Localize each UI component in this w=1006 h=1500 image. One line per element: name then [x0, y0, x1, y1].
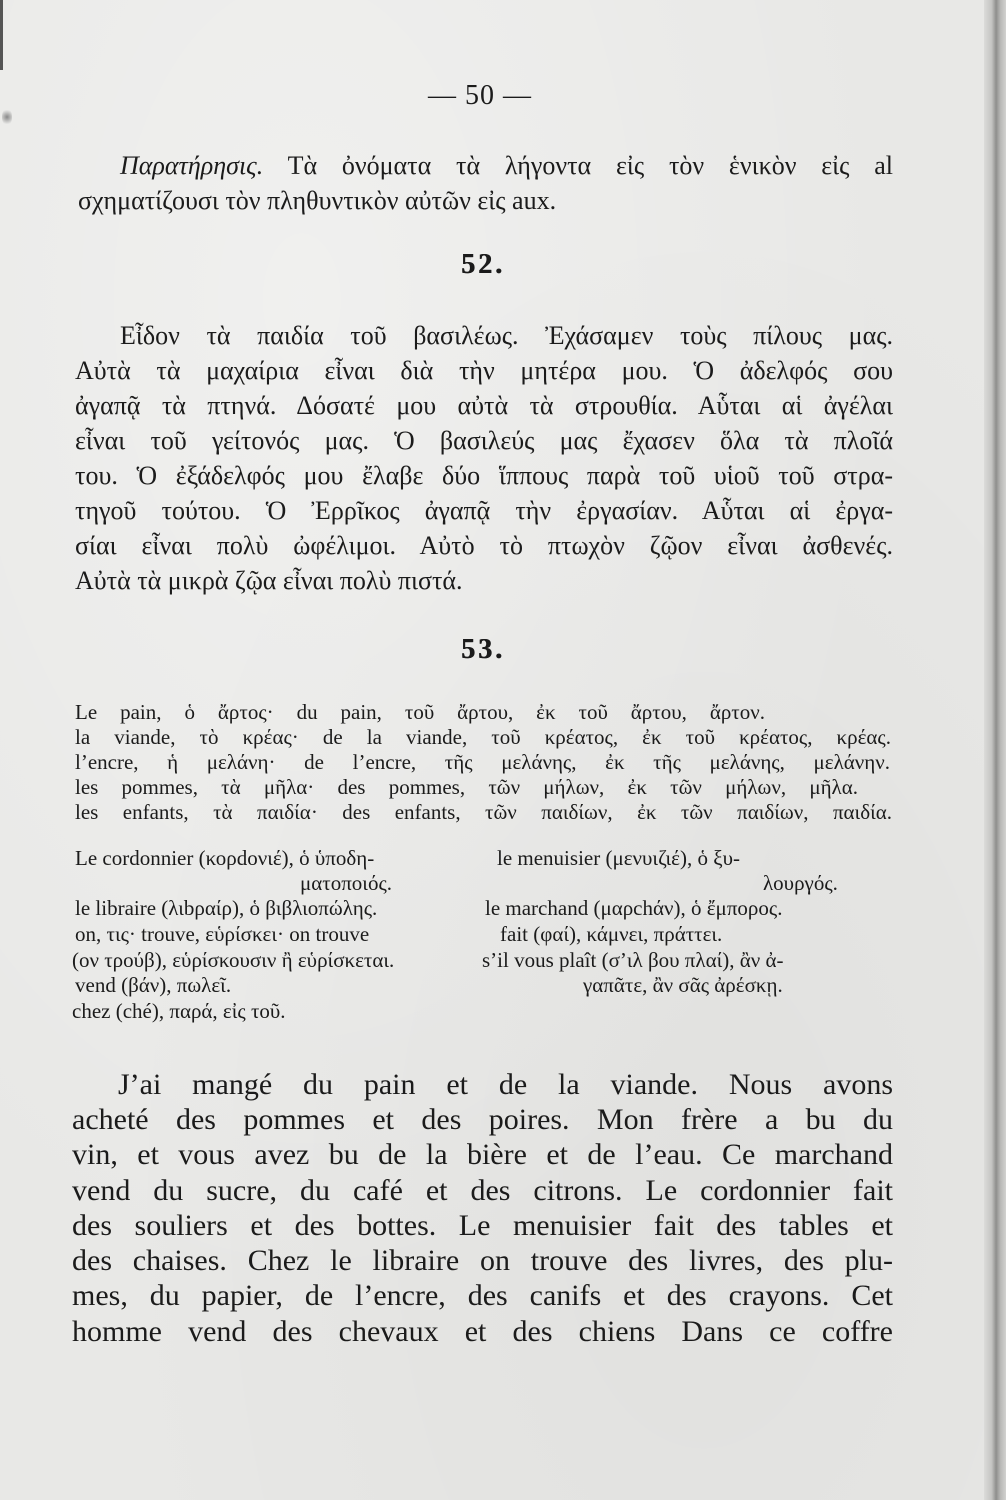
note-line-2: σχηματίζουσι τὸν πληθυντικὸν αὐτῶν εἰς aux.: [78, 186, 557, 215]
exercise-52-line: Αὐτὰ τὰ μικρὰ ζῷα εἶναι πολὺ πιστά.: [75, 566, 463, 595]
french-text-line: des souliers et des bottes. Le menuisier fait des tables et: [72, 1209, 893, 1242]
glossary-right: le menuisier (μενυιζιέ), ὁ ξυ-: [497, 846, 740, 870]
glossary-right: le marchand (μαρchάν), ὁ ἔμπορος.: [485, 896, 783, 920]
glossary-left: chez (ché), παρά, εἰς τοῦ.: [72, 999, 286, 1023]
exercise-52-line: Αὐτὰ τὰ μαχαίρια εἶναι διὰ τὴν μητέρα μου. Ὁ ἀδελφός σου: [75, 356, 893, 385]
vocabulary-line: les pommes, τὰ μῆλα· des pommes, τῶν μήλων, ἐκ τῶν μήλων, μῆλα.: [75, 775, 858, 799]
exercise-52-line: τηγοῦ τούτου. Ὁ Ἐρρῖκος ἀγαπᾷ τὴν ἐργασίαν. Αὗται αἱ ἐργα-: [75, 496, 893, 525]
glossary-left: le libraire (λιbραίρ), ὁ βιβλιοπώλης.: [75, 896, 378, 920]
glossary-left: ματοποιός.: [300, 871, 393, 895]
french-text-line: J’ai mangé du pain et de la viande. Nous avons: [118, 1068, 893, 1101]
french-text-line: acheté des pommes et des poires. Mon frère a bu du: [72, 1103, 893, 1136]
exercise-52-line: του. Ὁ ἐξάδελφός μου ἔλαβε δύο ἵππους παρὰ τοῦ υἱοῦ τοῦ στρα-: [75, 461, 893, 490]
glossary-left: Le cordonnier (κορdονιέ), ὁ ὑποδη-: [75, 846, 375, 870]
page-number: — 50 —: [428, 80, 532, 111]
scan-edge-left: [0, 0, 3, 70]
glossary-left: vend (βάν), πωλεῖ.: [75, 973, 232, 997]
glossary-right: fait (φαί), κάμνει, πράττει.: [500, 922, 723, 946]
note-text: Τὰ ὀνόματα τὰ λήγοντα εἰς τὸν ἑνικὸν εἰς al: [287, 151, 894, 180]
exercise-52-line: σίαι εἶναι πολὺ ὠφέλιμοι. Αὐτὸ τὸ πτωχὸν ζῷον εἶναι ἀσθενές.: [75, 531, 893, 560]
exercise-52-number: 52.: [461, 249, 505, 280]
exercise-53-number: 53.: [461, 634, 505, 665]
glossary-right: γαπᾶτε, ἂν σᾶς ἀρέσκῃ.: [583, 973, 783, 997]
vocabulary-line: les enfants, τὰ παιδία· des enfants, τῶν παιδίων, ἐκ τῶν παιδίων, παιδία.: [75, 800, 892, 824]
scan-speck: [2, 108, 12, 126]
exercise-52-line: εἶναι τοῦ γείτονός μας. Ὁ βασιλεύς μας ἔχασεν ὅλα τὰ πλοῖά: [75, 426, 893, 455]
scan-edge-right: [984, 0, 1006, 1500]
note-label: Παρατήρησις.: [120, 151, 264, 180]
exercise-52-line: ἀγαπᾷ τὰ πτηνά. Δόσατέ μου αὐτὰ τὰ στρουθία. Αὗται αἱ ἀγέλαι: [75, 391, 893, 420]
french-text-line: des chaises. Chez le libraire on trouve des livres, des plu-: [72, 1244, 893, 1277]
note-line-1: [120, 148, 893, 183]
glossary-right: s’il vous plaît (σ’ιλ βου πλαί), ἂν ἀ-: [482, 948, 784, 972]
exercise-52-line: Εἶδον τὰ παιδία τοῦ βασιλέως. Ἐχάσαμεν τοὺς πίλους μας.: [120, 321, 893, 350]
french-text-line: vin, et vous avez bu de la bière et de l’eau. Ce marchand: [72, 1138, 893, 1171]
vocabulary-line: Le pain, ὁ ἄρτος· du pain, τοῦ ἄρτου, ἐκ τοῦ ἄρτου, ἄρτον.: [75, 700, 765, 724]
french-text-line: mes, du papier, de l’encre, des canifs et des crayons. Cet: [72, 1279, 893, 1312]
glossary-left: (ον τρούβ), εὑρίσκουσιν ἢ εὑρίσκεται.: [72, 948, 395, 972]
glossary-left: on, τις· trouve, εὑρίσκει· on trouve: [75, 922, 370, 946]
french-text-line: homme vend des chevaux et des chiens Dans ce coffre: [72, 1315, 893, 1348]
french-text-line: vend du sucre, du café et des citrons. Le cordonnier fait: [72, 1174, 893, 1207]
vocabulary-line: l’encre, ἡ μελάνη· de l’encre, τῆς μελάνης, ἐκ τῆς μελάνης, μελάνην.: [75, 750, 890, 774]
vocabulary-line: la viande, τὸ κρέας· de la viande, τοῦ κρέατος, ἐκ τοῦ κρέατος, κρέας.: [75, 725, 891, 749]
glossary-right: λουργός.: [763, 871, 838, 895]
